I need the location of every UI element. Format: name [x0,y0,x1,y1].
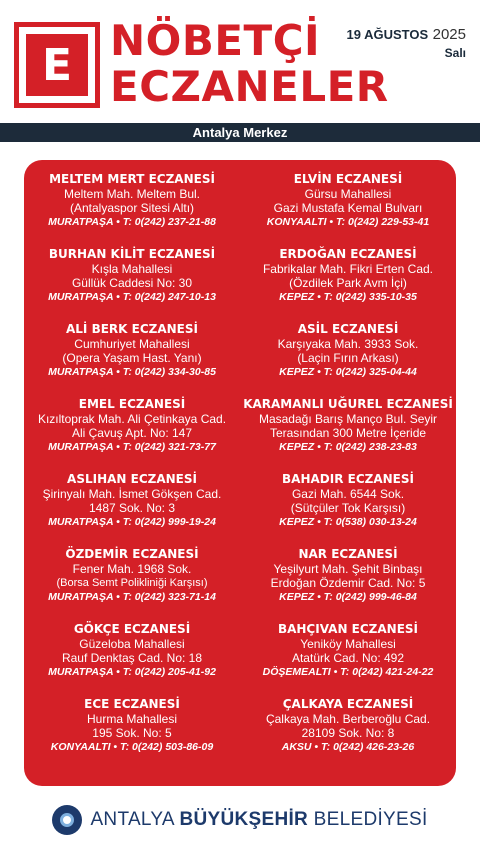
pharmacy-panel [24,160,456,786]
pharmacy-address-line-1: Yeniköy Mahallesi [300,637,396,651]
pharmacy-name: BAHÇIVAN ECZANESİ [277,622,419,636]
pharmacy-contact: KEPEZ • T: 0(242) 335-10-35 [279,291,417,303]
org-name-part-3: BELEDİYESİ [308,809,428,830]
pharmacy-entry [240,472,456,547]
pharmacy-name: ALİ BERK ECZANESİ [66,322,198,336]
org-name-part-2: BÜYÜKŞEHİR [179,809,309,830]
pharmacy-address-line-1: Meltem Mah. Meltem Bul. [63,187,201,201]
pharmacy-contact: MURATPAŞA • T: 0(242) 247-10-13 [48,291,216,303]
pharmacy-address-line-2: 195 Sok. No: 5 [92,726,172,740]
pharmacy-entry [240,322,456,397]
pharmacy-contact: KONYAALTI • T: 0(242) 229-53-41 [266,216,430,228]
pharmacy-address-line-1: Şirinyalı Mah. İsmet Gökşen Cad. [42,487,222,501]
pharmacy-address-line-2: (Opera Yaşam Hast. Yanı) [62,351,202,365]
pharmacy-entry [24,247,240,322]
pharmacy-name: ASLIHAN ECZANESİ [67,472,197,486]
pharmacy-address-line-1: Kışla Mahallesi [91,262,173,276]
pharmacy-name: ÖZDEMİR ECZANESİ [65,547,199,561]
pharmacy-address-line-1: Cumhuriyet Mahallesi [74,337,190,351]
footer [0,800,480,840]
pharmacy-address-line-2: (Laçin Fırın Arkası) [297,351,399,365]
pharmacy-name: KARAMANLI UĞUREL ECZANESİ [243,397,453,411]
pharmacy-address-line-1: Karşıyaka Mah. 3933 Sok. [277,337,419,351]
pharmacy-address-line-1: Çalkaya Mah. Berberoğlu Cad. [265,712,431,726]
eczane-logo-letter: E [26,34,88,96]
pharmacy-entry [240,622,456,697]
pharmacy-name: MELTEM MERT ECZANESİ [49,172,215,186]
date-block [347,26,466,60]
pharmacy-contact: KEPEZ • T: 0(538) 030-13-24 [279,516,417,528]
pharmacy-entry [24,622,240,697]
pharmacy-contact: AKSU • T: 0(242) 426-23-26 [281,741,415,753]
pharmacy-column-left [24,172,240,772]
pharmacy-address-line-2: Gazi Mustafa Kemal Bulvarı [273,201,423,215]
pharmacy-entry [24,322,240,397]
pharmacy-name: ASİL ECZANESİ [297,322,399,336]
title-line-1: NÖBETÇİ [110,16,321,65]
pharmacy-address-line-1: Kızıltoprak Mah. Ali Çetinkaya Cad. [37,412,227,426]
pharmacy-contact: MURATPAŞA • T: 0(242) 321-73-77 [48,441,216,453]
pharmacy-name: BAHADIR ECZANESİ [282,472,414,486]
pharmacy-address-line-2: (Özdilek Park Avm İçi) [289,276,407,290]
pharmacy-address-line-1: Gazi Mah. 6544 Sok. [291,487,405,501]
pharmacy-contact: MURATPAŞA • T: 0(242) 237-21-88 [48,216,216,228]
pharmacy-name: NAR ECZANESİ [298,547,398,561]
pharmacy-address-line-2: (Sütçüler Tok Karşısı) [290,501,406,515]
pharmacy-name: ELVİN ECZANESİ [293,172,403,186]
pharmacy-entry [24,472,240,547]
pharmacy-address-line-2: 28109 Sok. No: 8 [301,726,395,740]
pharmacy-address-line-2: Atatürk Cad. No: 492 [291,651,405,665]
pharmacy-address-line-2: Terasından 300 Metre İçeride [269,426,427,440]
pharmacy-name: GÖKÇE ECZANESİ [73,622,191,636]
pharmacy-address-line-1: Güzeloba Mahallesi [79,637,185,651]
pharmacy-contact: MURATPAŞA • T: 0(242) 334-30-85 [48,366,216,378]
date-year: 2025 [432,26,466,43]
pharmacy-name: ECE ECZANESİ [84,697,180,711]
pharmacy-name: ERDOĞAN ECZANESİ [279,247,417,261]
pharmacy-address-line-1: Gürsu Mahallesi [304,187,392,201]
pharmacy-column-right [240,172,456,772]
municipality-name [90,809,427,831]
eczane-logo [14,22,100,108]
pharmacy-name: ÇALKAYA ECZANESİ [282,697,414,711]
pharmacy-contact: MURATPAŞA • T: 0(242) 205-41-92 [48,666,216,678]
pharmacy-address-line-2: 1487 Sok. No: 3 [88,501,176,515]
pharmacy-contact: KEPEZ • T: 0(242) 999-46-84 [279,591,417,603]
municipality-logo-icon [52,805,82,835]
pharmacy-entry [24,172,240,247]
pharmacy-address-line-2: Rauf Denktaş Cad. No: 18 [61,651,203,665]
pharmacy-entry [240,172,456,247]
pharmacy-address-line-2: Ali Çavuş Apt. No: 147 [71,426,193,440]
pharmacy-contact: MURATPAŞA • T: 0(242) 999-19-24 [48,516,216,528]
pharmacy-address-line-1: Yeşilyurt Mah. Şehit Binbaşı [273,562,423,576]
pharmacy-contact: MURATPAŞA • T: 0(242) 323-71-14 [48,591,216,603]
pharmacy-name: EMEL ECZANESİ [78,397,186,411]
pharmacy-address-line-1: Hurma Mahallesi [86,712,178,726]
date-weekday: Salı [444,46,466,60]
pharmacy-entry [240,247,456,322]
region-band: Antalya Merkez [0,123,480,142]
pharmacy-address-line-1: Fener Mah. 1968 Sok. [72,562,192,576]
pharmacy-contact: KEPEZ • T: 0(242) 238-23-83 [279,441,417,453]
pharmacy-entry [24,397,240,472]
pharmacy-contact: KEPEZ • T: 0(242) 325-04-44 [279,366,417,378]
pharmacy-entry [24,697,240,772]
pharmacy-address-line-2: Erdoğan Özdemir Cad. No: 5 [270,576,426,590]
date-day-month: 19 AĞUSTOS [346,27,429,42]
pharmacy-entry [240,397,456,472]
pharmacy-address-line-1: Fabrikalar Mah. Fikri Erten Cad. [262,262,434,276]
org-name-part-1: ANTALYA [90,809,180,830]
pharmacy-entry [240,547,456,622]
pharmacy-contact: KONYAALTI • T: 0(242) 503-86-09 [50,741,214,753]
pharmacy-address-line-2: (Borsa Semt Polikliniği Karşısı) [56,577,208,589]
pharmacy-contact: DÖŞEMEALTI • T: 0(242) 421-24-22 [262,666,434,678]
pharmacy-address-line-2: Güllük Caddesi No: 30 [71,276,193,290]
pharmacy-name: BURHAN KİLİT ECZANESİ [48,247,216,261]
pharmacy-entry [24,547,240,622]
title-line-2: ECZANELER [110,62,389,111]
pharmacy-address-line-1: Masadağı Barış Manço Bul. Seyir [258,412,438,426]
pharmacy-address-line-2: (Antalyaspor Sitesi Altı) [69,201,195,215]
pharmacy-entry [240,697,456,772]
